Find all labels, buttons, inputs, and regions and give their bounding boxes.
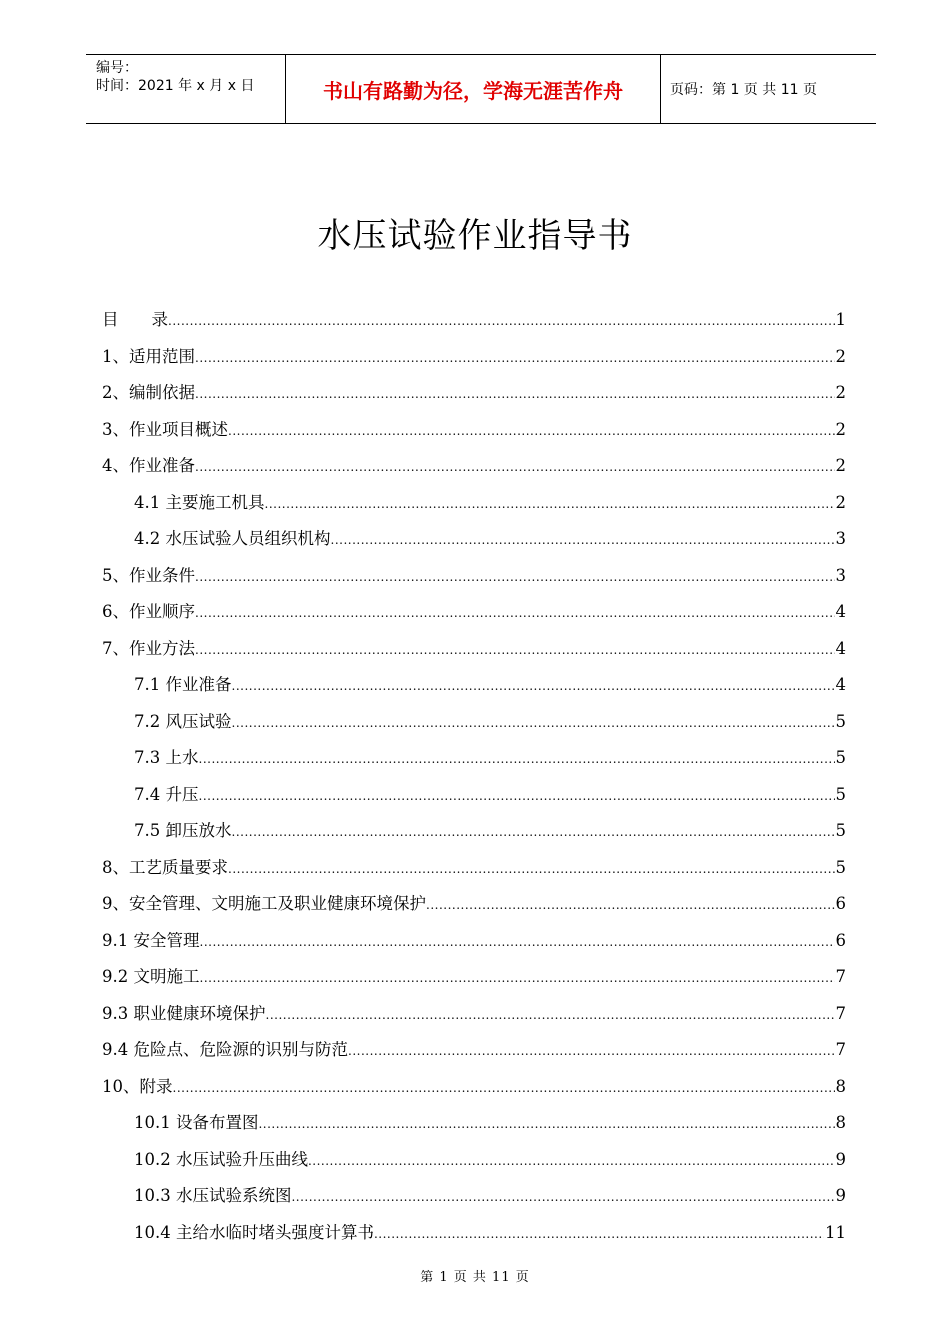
toc-entry-page: 5 [835, 857, 846, 877]
toc-entry-page: 3 [835, 529, 846, 548]
toc-entry-page: 8 [835, 1076, 846, 1096]
toc-entry-title: 9.1 安全管理 [102, 930, 200, 950]
toc-dot-leader [195, 595, 835, 632]
toc-entry-title: 3、作业项目概述 [102, 419, 228, 439]
document-title: 水压试验作业指导书 [317, 216, 633, 256]
toc-dot-leader [308, 1143, 835, 1180]
toc-entry[interactable] [102, 631, 846, 668]
toc-entry-title: 5、作业条件 [102, 565, 195, 585]
toc-entry[interactable] [102, 704, 846, 741]
toc-dot-leader [195, 449, 835, 486]
toc-dot-leader [199, 741, 835, 778]
toc-entry-page: 9 [835, 1149, 846, 1169]
toc-entry-page: 2 [835, 456, 846, 475]
toc-entry-page: 8 [835, 1113, 846, 1132]
toc-entry-page: 2 [835, 346, 846, 366]
toc-entry-page: 2 [835, 383, 846, 402]
toc-entry[interactable] [102, 813, 846, 850]
toc-entry-title: 9.4 危险点、危险源的识别与防范 [102, 1040, 348, 1059]
toc-entry[interactable] [102, 412, 846, 449]
toc-entry-title: 9、安全管理、文明施工及职业健康环境保护 [102, 894, 426, 913]
document-number-label: 编号： [96, 60, 138, 76]
toc-entry[interactable] [102, 1105, 846, 1142]
toc-entry[interactable] [102, 740, 846, 777]
toc-entry-page: 1 [835, 310, 846, 329]
toc-dot-leader [426, 887, 835, 924]
toc-dot-leader [232, 668, 835, 705]
toc-dot-leader [348, 1033, 835, 1070]
toc-entry[interactable] [102, 485, 846, 522]
toc-entry[interactable] [102, 996, 846, 1033]
toc-entry-title: 2、编制依据 [102, 383, 195, 402]
toc-dot-leader [200, 924, 835, 961]
toc-entry[interactable] [102, 850, 846, 887]
toc-entry[interactable] [102, 558, 846, 595]
toc-entry-page: 5 [835, 821, 846, 840]
toc-entry-title: 1、适用范围 [102, 346, 195, 366]
toc-dot-leader [258, 1106, 834, 1143]
toc-entry-title: 7.5 卸压放水 [134, 821, 232, 840]
page-footer: 第 1 页 共 11 页 [420, 1270, 530, 1285]
toc-entry[interactable] [102, 594, 846, 631]
toc-entry-page: 7 [835, 967, 846, 986]
toc-entry-page: 6 [835, 930, 846, 950]
toc-entry-title: 4、作业准备 [102, 456, 195, 475]
toc-entry-page: 3 [835, 565, 846, 585]
toc-entry[interactable] [102, 339, 846, 376]
toc-dot-leader [232, 705, 835, 742]
toc-dot-leader [228, 851, 835, 888]
header-motto: 书山有路勤为径，学海无涯苦作舟 [286, 55, 661, 123]
header-meta [86, 55, 286, 123]
toc-entry-page: 5 [835, 784, 846, 804]
toc-dot-leader [168, 303, 835, 340]
toc-entry-page: 7 [835, 1003, 846, 1023]
toc-entry[interactable] [102, 777, 846, 814]
toc-dot-leader [232, 814, 835, 851]
toc-entry-page: 11 [825, 1222, 846, 1242]
toc-entry[interactable] [102, 923, 846, 960]
toc-entry-title: 目 录 [102, 310, 168, 329]
toc-dot-leader [266, 997, 835, 1034]
toc-entry-title: 4.2 水压试验人员组织机构 [134, 529, 331, 548]
toc-entry[interactable] [102, 1178, 846, 1215]
toc-dot-leader [331, 522, 835, 559]
toc-entry-title: 10.1 设备布置图 [134, 1113, 259, 1132]
toc-dot-leader [228, 413, 835, 450]
toc-entry[interactable] [102, 521, 846, 558]
toc-entry-title: 7、作业方法 [102, 638, 195, 658]
toc-entry[interactable] [102, 667, 846, 704]
toc-entry-title: 9.2 文明施工 [102, 967, 200, 986]
toc-dot-leader [200, 960, 835, 997]
toc-dot-leader [195, 340, 835, 377]
toc-dot-leader [265, 486, 835, 523]
toc-entry-title: 7.2 风压试验 [134, 711, 232, 731]
toc-dot-leader [195, 632, 835, 669]
toc-entry[interactable] [102, 959, 846, 996]
toc-entry-title: 10.4 主给水临时堵头强度计算书 [134, 1222, 374, 1242]
toc-entry[interactable] [102, 1215, 846, 1252]
toc-entry-page: 2 [835, 492, 846, 512]
toc-entry-title: 7.3 上水 [134, 748, 199, 767]
toc-entry-page: 2 [835, 419, 846, 439]
toc-dot-leader [195, 559, 835, 596]
toc-entry-page: 9 [835, 1186, 846, 1205]
toc-entry-title: 10.3 水压试验系统图 [134, 1186, 292, 1205]
page-header [86, 54, 876, 124]
toc-entry[interactable] [102, 375, 846, 412]
toc-entry[interactable] [102, 1069, 846, 1106]
toc-entry-page: 4 [835, 602, 846, 621]
toc-entry-title: 6、作业顺序 [102, 602, 195, 621]
document-date: 时间：2021 年 x 月 x 日 [96, 78, 255, 94]
toc-entry-page: 5 [835, 711, 846, 731]
toc-dot-leader [173, 1070, 835, 1107]
toc-dot-leader [291, 1179, 834, 1216]
table-of-contents [102, 302, 846, 1251]
toc-entry-title: 10.2 水压试验升压曲线 [134, 1149, 308, 1169]
toc-entry-page: 6 [835, 894, 846, 913]
toc-entry-title: 4.1 主要施工机具 [134, 492, 265, 512]
toc-entry[interactable] [102, 1142, 846, 1179]
toc-dot-leader [199, 778, 835, 815]
toc-entry-title: 9.3 职业健康环境保护 [102, 1003, 266, 1023]
toc-dot-leader [195, 376, 835, 413]
toc-entry[interactable] [102, 448, 846, 485]
toc-entry-page: 4 [835, 675, 846, 694]
toc-entry[interactable] [102, 302, 846, 339]
toc-entry[interactable] [102, 1032, 846, 1069]
header-page-info: 页码：第 1 页 共 11 页 [670, 82, 817, 98]
toc-entry-title: 8、工艺质量要求 [102, 857, 228, 877]
toc-entry[interactable] [102, 886, 846, 923]
toc-dot-leader [374, 1216, 824, 1253]
toc-entry-page: 5 [835, 748, 846, 767]
toc-entry-title: 7.1 作业准备 [134, 675, 232, 694]
toc-entry-title: 10、附录 [102, 1076, 173, 1096]
toc-entry-page: 7 [835, 1040, 846, 1059]
toc-entry-page: 4 [835, 638, 846, 658]
toc-entry-title: 7.4 升压 [134, 784, 199, 804]
